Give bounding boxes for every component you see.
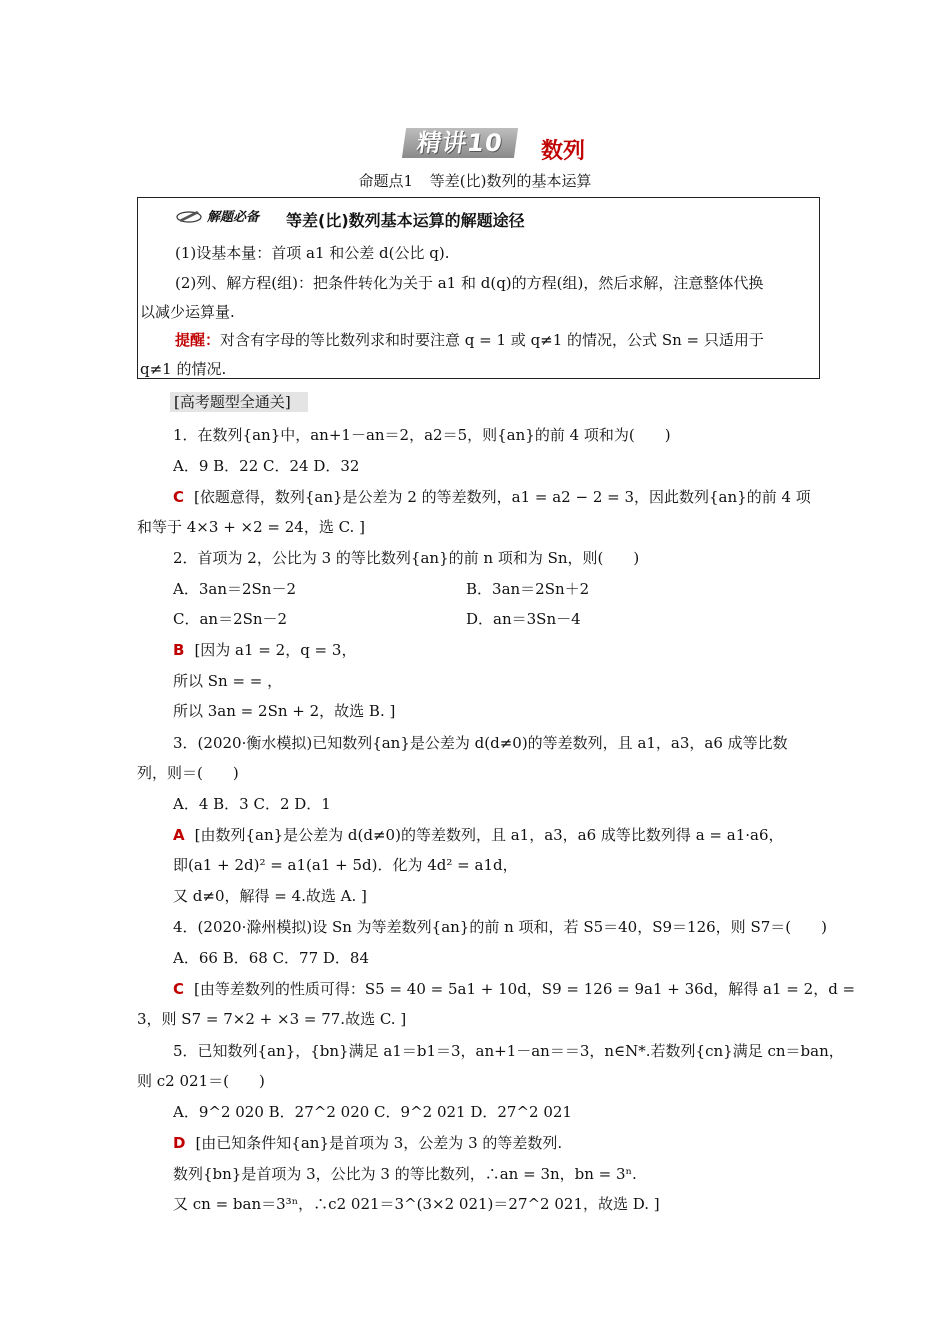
q5-expl-a: [由已知条件知{an}是首项为 3，公差为 3 的等差数列. bbox=[195, 1134, 563, 1152]
box-heading: 等差(比)数列基本运算的解题途径 bbox=[286, 211, 525, 230]
q3-expl-b: 即(a1 + 2d)² = a1(a1 + 5d)．化为 4d² = a1d， bbox=[173, 856, 518, 874]
q2-stem: 2．首项为 2，公比为 3 的等比数列{an}的前 n 项和为 Sn，则( ) bbox=[173, 549, 640, 567]
q5-expl-b: 数列{bn}是首项为 3，公比为 3 的等比数列，∴an = 3n，bn = 3ⁿ. bbox=[173, 1165, 637, 1183]
q2-explanation bbox=[173, 639, 356, 660]
q1-answer: C bbox=[173, 488, 185, 506]
q4-expl-b: 3，则 S7 = 7×2 + ×3 = 77.故选 C. ] bbox=[137, 1010, 407, 1028]
method-box bbox=[137, 197, 820, 379]
q1-expl-b: 和等于 4×3 + ×2 = 24，选 C. ] bbox=[137, 518, 365, 536]
q3-stem-a: 3．(2020·衡水模拟)已知数列{an}是公差为 d(d≠0)的等差数列，且 a1，a3，a6 成等比数 bbox=[173, 734, 788, 752]
q4-explanation bbox=[173, 978, 855, 999]
q5-answer: D bbox=[173, 1134, 186, 1152]
box-tip bbox=[175, 329, 764, 350]
q4-options: A．66 B．68 C．77 D．84 bbox=[173, 949, 370, 967]
q5-expl-c: 又 cn = ban＝3³ⁿ，∴c2 021＝3^(3×2 021)＝27^2 021，故选 D. ] bbox=[173, 1195, 660, 1213]
box-line-2a: (2)列、解方程(组)：把条件转化为关于 a1 和 d(q)的方程(组)，然后求解，注意整体代换 bbox=[175, 274, 764, 292]
q3-expl-c: 又 d≠0，解得 = 4.故选 A. ] bbox=[173, 887, 367, 905]
box-badge: 解题必备 bbox=[207, 210, 260, 225]
lecture-badge: 精讲10 bbox=[402, 128, 518, 158]
q2-option-c: C．an＝2Sn－2 bbox=[173, 610, 288, 628]
subtitle bbox=[0, 170, 950, 191]
q4-expl-a: [由等差数列的性质可得：S5 = 40 = 5a1 + 10d，S9 = 126 = 9a1 + 36d，解得 a1 = 2，d = bbox=[194, 980, 856, 998]
box-tip-b: q≠1 的情况. bbox=[140, 360, 227, 378]
q2-expl-a: [因为 a1 = 2，q = 3， bbox=[194, 641, 357, 659]
q2-expl-b: 所以 Sn = = ， bbox=[173, 672, 283, 690]
tip-text-a: 对含有字母的等比数列求和时要注意 q = 1 或 q≠1 的情况，公式 Sn = 只适用于 bbox=[220, 331, 764, 349]
q3-answer: A bbox=[173, 826, 185, 844]
q2-option-d: D．an＝3Sn－4 bbox=[466, 610, 581, 628]
page-title: 数列 bbox=[541, 139, 586, 164]
q3-stem-b: 列，则＝( ) bbox=[137, 764, 239, 782]
box-head bbox=[175, 206, 259, 225]
tip-label: 提醒： bbox=[175, 331, 221, 349]
box-line-1: (1)设基本量：首项 a1 和公差 d(公比 q). bbox=[175, 244, 450, 262]
q5-stem-a: 5．已知数列{an}，{bn}满足 a1＝b1＝3，an+1－an＝＝3，n∈N*.若数列{cn}满足 cn＝ban， bbox=[173, 1042, 844, 1060]
q5-stem-b: 则 c2 021＝( ) bbox=[137, 1072, 265, 1090]
q2-answer: B bbox=[173, 641, 185, 659]
subtitle-text: 等差(比)数列的基本运算 bbox=[429, 172, 592, 190]
q5-explanation bbox=[173, 1132, 562, 1153]
q4-answer: C bbox=[173, 980, 185, 998]
q2-option-a: A．3an＝2Sn－2 bbox=[173, 580, 297, 598]
q2-option-b: B．3an＝2Sn＋2 bbox=[466, 580, 590, 598]
q3-options: A．4 B．3 C．2 D．1 bbox=[173, 795, 331, 813]
title-row bbox=[0, 124, 950, 164]
q2-expl-c: 所以 3an = 2Sn + 2，故选 B. ] bbox=[173, 702, 396, 720]
q3-expl-a: [由数列{an}是公差为 d(d≠0)的等差数列，且 a1，a3，a6 成等比数列得 a = a1·a6， bbox=[194, 826, 784, 844]
q5-options: A．9^2 020 B．27^2 020 C．9^2 021 D．27^2 021 bbox=[173, 1103, 572, 1121]
pen-icon bbox=[175, 208, 203, 224]
q1-explanation bbox=[173, 486, 811, 507]
q1-expl-a: [依题意得，数列{an}是公差为 2 的等差数列，a1 = a2 − 2 = 3，因此数列{an}的前 4 项 bbox=[194, 488, 811, 506]
q1-options: A．9 B．22 C．24 D．32 bbox=[173, 457, 360, 475]
subtitle-prefix: 命题点1 bbox=[358, 172, 414, 190]
q3-explanation bbox=[173, 824, 784, 845]
q1-stem: 1．在数列{an}中，an+1－an＝2，a2＝5，则{an}的前 4 项和为( ) bbox=[173, 426, 671, 444]
box-line-2b: 以减少运算量. bbox=[140, 303, 235, 321]
section-tag: [高考题型全通关] bbox=[170, 392, 308, 412]
q4-stem: 4．(2020·滁州模拟)设 Sn 为等差数列{an}的前 n 项和，若 S5＝40，S9＝126，则 S7＝( ) bbox=[173, 918, 827, 936]
